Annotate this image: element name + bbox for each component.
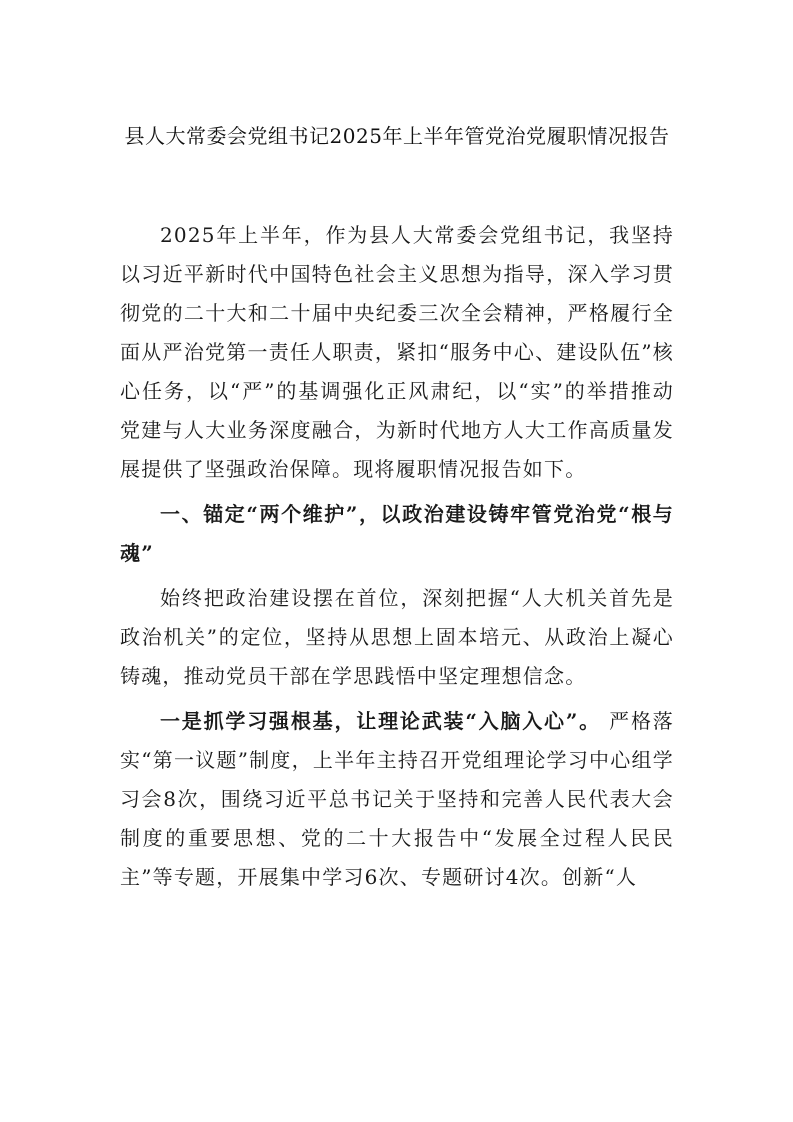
- section-heading-1: 一、锚定“两个维护”，以政治建设铸牢管党治党“根与魂”: [120, 502, 674, 565]
- item-1-body: 严格落实“第一议题”制度，上半年主持召开党组理论学习中心组学习会8次，围绕习近平总书记关于坚持和完善人民代表大会制度的重要思想、党的二十大报告中“发展全过程人民民主”等专题，开展集中学习6次、专题研讨4次。创新“人: [120, 709, 674, 889]
- intro-paragraph: 2025年上半年，作为县人大常委会党组书记，我坚持以习近平新时代中国特色社会主义思想为指导，深入学习贯彻党的二十大和二十届中央纪委三次全会精神，严格履行全面从严治党第一责任人职责，紧扣“服务中心、建设队伍”核心任务，以“严”的基调强化正风肃纪，以“实”的举措推动党建与人大业务深度融合，为新时代地方人大工作高质量发展提供了坚强政治保障。现将履职情况报告如下。: [120, 223, 674, 481]
- document-title: 县人大常委会党组书记2025年上半年管党治党履职情况报告: [124, 124, 670, 148]
- item-1-paragraph: [120, 702, 674, 897]
- item-1-lead: 一是抓学习强根基，让理论武装“入脑入心”。: [160, 709, 601, 733]
- section-1-paragraph: 始终把政治建设摆在首位，深刻把握“人大机关首先是政治机关”的定位，坚持从思想上固本培元、从政治上凝心铸魂，推动党员干部在学思践悟中坚定理想信念。: [120, 586, 674, 688]
- document-body: [120, 216, 674, 897]
